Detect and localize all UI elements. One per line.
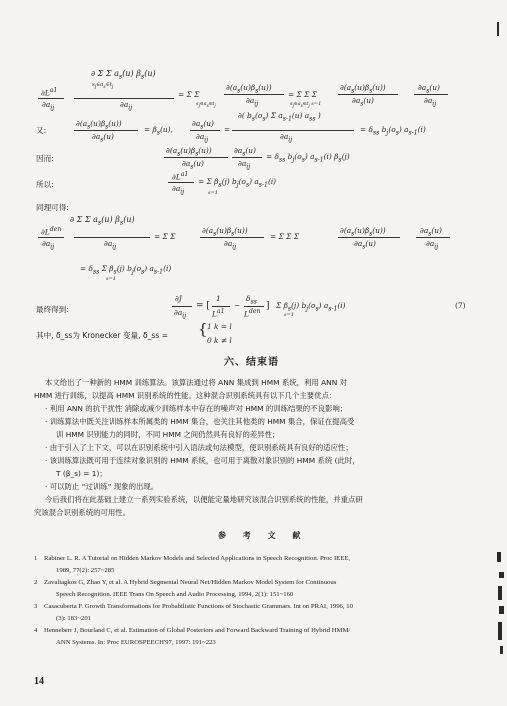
- f3-label: 因而:: [36, 154, 54, 163]
- f7-label: 最终得到:: [36, 305, 69, 314]
- f1-mid-sub: $s_j\in a_s\in t_j$: [92, 82, 114, 91]
- fraction-bar: [38, 98, 64, 99]
- f4-label: 所以:: [36, 180, 54, 189]
- page-number: 14: [34, 676, 44, 687]
- f1-mid-num: ∂ Σ Σ $a_s(u)$ $\beta_s(u)$: [91, 69, 156, 81]
- f2-top: ∂( $b_s(o_s)$ Σ $a_{s-1}(u)$ $a_{ss}$ ): [238, 111, 321, 123]
- f5-label: 同理可得:: [36, 203, 69, 212]
- section-title: 六、结束语: [224, 357, 279, 368]
- equation-number: (7): [455, 301, 466, 310]
- f1-lhs-num: $\partial L^{a1}$: [41, 87, 58, 98]
- references-heading: 参 考 文 献: [218, 531, 308, 540]
- f1-lhs-den: $\partial a_{ij}$: [42, 100, 55, 112]
- f2-label: 又:: [36, 126, 47, 135]
